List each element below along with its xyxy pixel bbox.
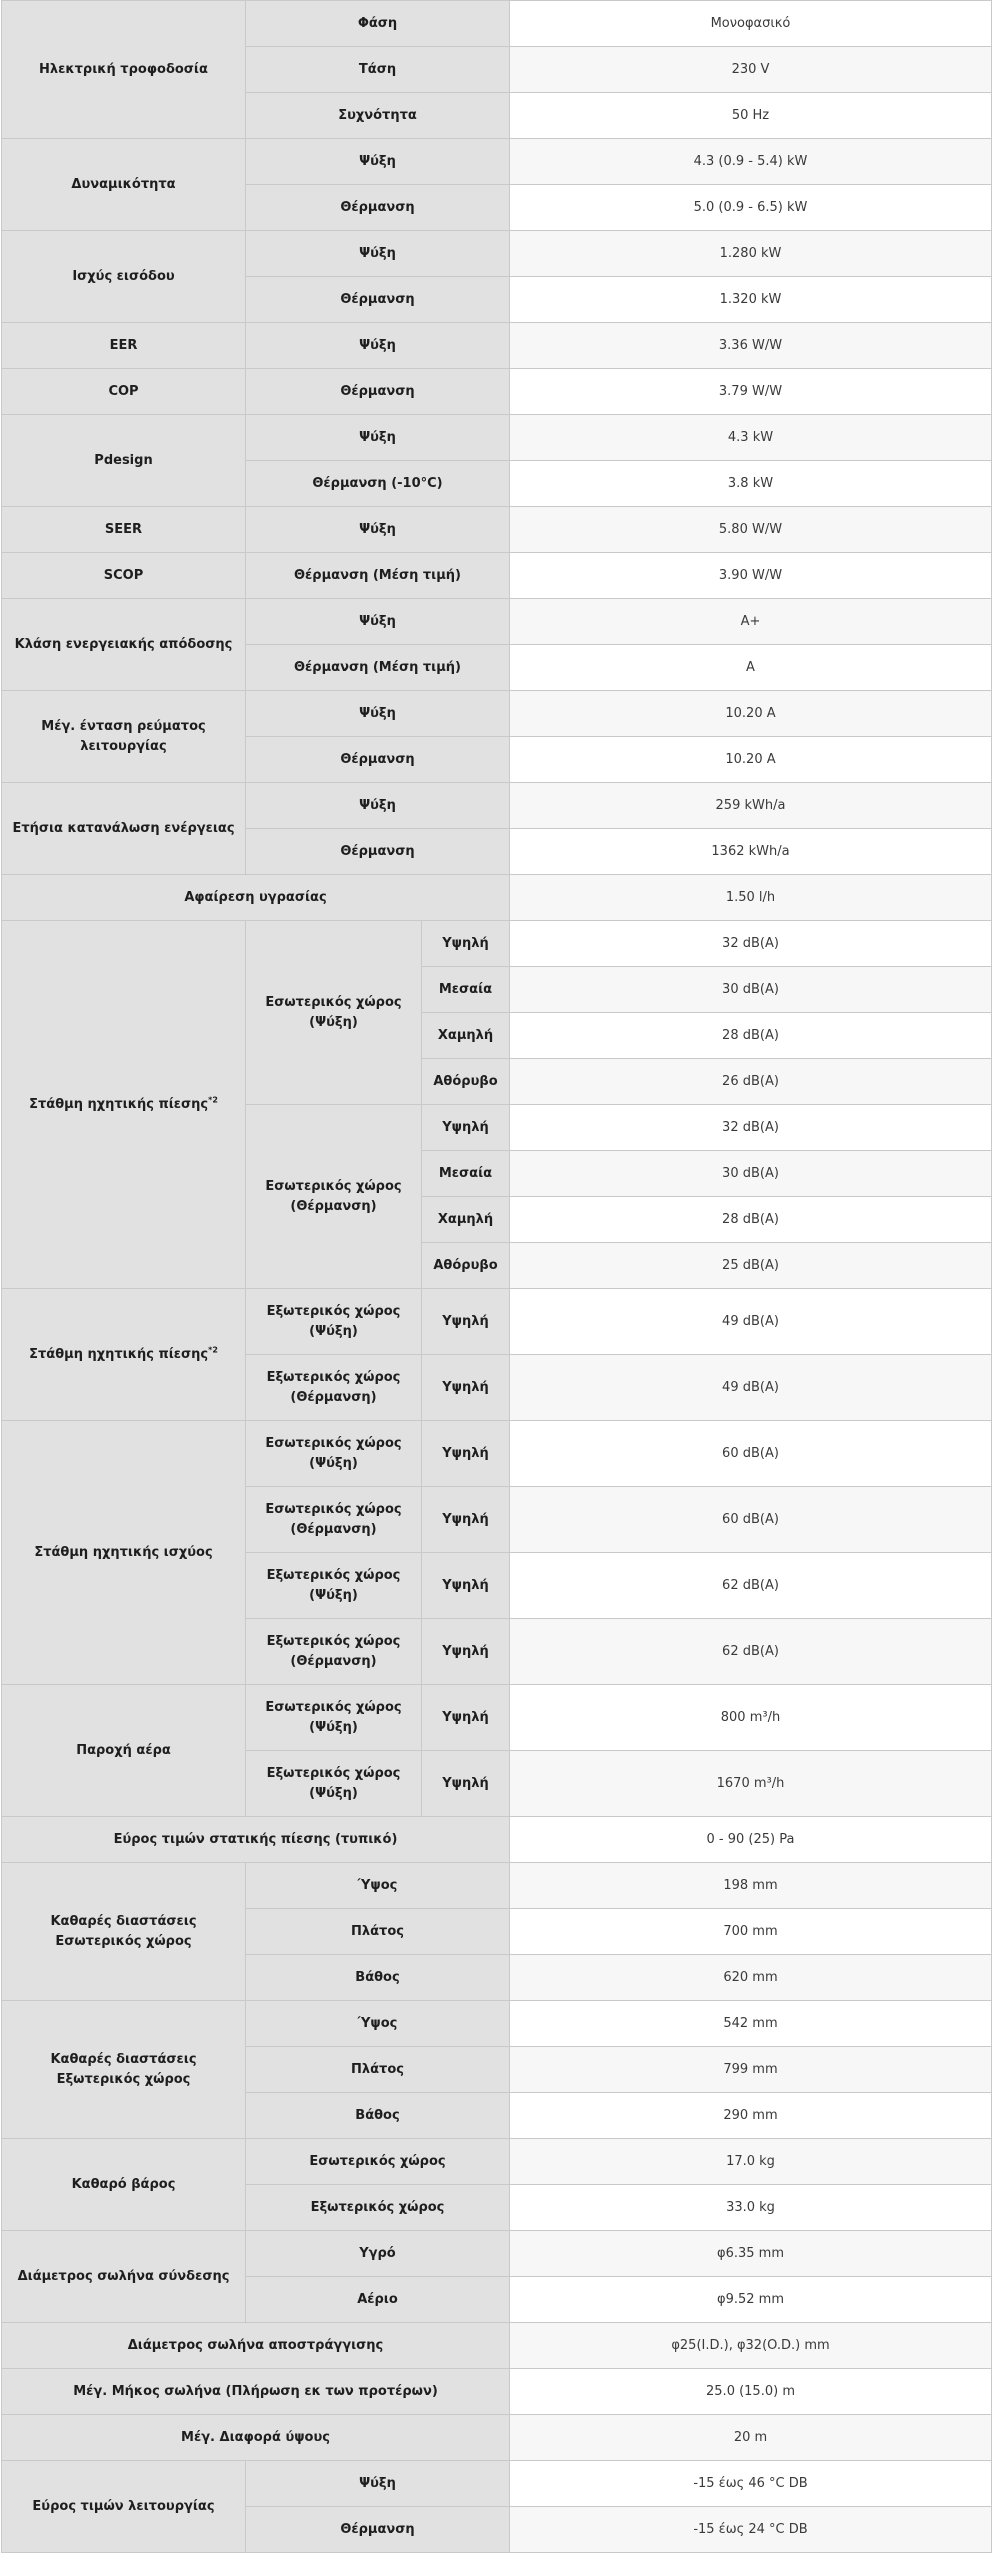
spec-value: φ25(I.D.), φ32(O.D.) mm — [510, 2323, 992, 2369]
spec-sub-label: Ύψος — [246, 1863, 510, 1909]
spec-sub-label: Υγρό — [246, 2231, 510, 2277]
spec-sub-label: Ψύξη — [246, 139, 510, 185]
spec-sub-label: Ψύξη — [246, 2461, 510, 2507]
spec-value: 3.36 W/W — [510, 323, 992, 369]
spec-value: 1.50 l/h — [510, 875, 992, 921]
spec-sub-label: Θέρμανση — [246, 369, 510, 415]
spec-sub-label: Ψύξη — [246, 783, 510, 829]
spec-sub-label: Θέρμανση (Μέση τιμή) — [246, 645, 510, 691]
spec-sub-label: Εσωτερικός χώρος (Ψύξη) — [246, 1685, 422, 1751]
spec-sub-label: Εσωτερικός χώρος (Ψύξη) — [246, 921, 422, 1105]
spec-value: 50 Hz — [510, 93, 992, 139]
spec-value: 28 dB(A) — [510, 1197, 992, 1243]
spec-value: 3.90 W/W — [510, 553, 992, 599]
spec-sub-label: Ψύξη — [246, 599, 510, 645]
spec-level-label: Αθόρυβο — [422, 1059, 510, 1105]
spec-value: 620 mm — [510, 1955, 992, 2001]
spec-value: 33.0 kg — [510, 2185, 992, 2231]
spec-group-label: Εύρος τιμών στατικής πίεσης (τυπικό) — [2, 1817, 510, 1863]
spec-group-label: Ηλεκτρική τροφοδοσία — [2, 1, 246, 139]
spec-value: 32 dB(A) — [510, 921, 992, 967]
spec-level-label: Μεσαία — [422, 1151, 510, 1197]
spec-value: -15 έως 24 °C DB — [510, 2507, 992, 2553]
spec-sub-label: Θέρμανση — [246, 185, 510, 231]
spec-sub-label: Εσωτερικός χώρος (Θέρμανση) — [246, 1487, 422, 1553]
spec-group-label: Δυναμικότητα — [2, 139, 246, 231]
spec-sub-label: Ψύξη — [246, 323, 510, 369]
spec-group-label: Μέγ. ένταση ρεύματος λειτουργίας — [2, 691, 246, 783]
footnote-marker: *2 — [208, 1345, 218, 1355]
spec-level-label: Υψηλή — [422, 1619, 510, 1685]
spec-value: 4.3 kW — [510, 415, 992, 461]
spec-group-label: Μέγ. Διαφορά ύψους — [2, 2415, 510, 2461]
spec-sub-label: Εξωτερικός χώρος (Θέρμανση) — [246, 1619, 422, 1685]
spec-value: 32 dB(A) — [510, 1105, 992, 1151]
spec-sub-label: Εξωτερικός χώρος (Ψύξη) — [246, 1553, 422, 1619]
spec-sub-label: Θέρμανση (Μέση τιμή) — [246, 553, 510, 599]
spec-level-label: Υψηλή — [422, 921, 510, 967]
spec-value: 25 dB(A) — [510, 1243, 992, 1289]
spec-value: φ6.35 mm — [510, 2231, 992, 2277]
spec-value: 1362 kWh/a — [510, 829, 992, 875]
spec-sub-label: Τάση — [246, 47, 510, 93]
spec-sub-label: Φάση — [246, 1, 510, 47]
spec-sub-label: Ψύξη — [246, 507, 510, 553]
spec-sub-label: Βάθος — [246, 2093, 510, 2139]
spec-group-label: COP — [2, 369, 246, 415]
spec-group-label: Μέγ. Μήκος σωλήνα (Πλήρωση εκ των προτέρων) — [2, 2369, 510, 2415]
spec-group-label: Καθαρές διαστάσεις Εσωτερικός χώρος — [2, 1863, 246, 2001]
spec-value: 60 dB(A) — [510, 1421, 992, 1487]
spec-value: 3.79 W/W — [510, 369, 992, 415]
spec-value: A+ — [510, 599, 992, 645]
spec-sub-label: Ψύξη — [246, 691, 510, 737]
spec-group-label: Ισχύς εισόδου — [2, 231, 246, 323]
spec-value: 290 mm — [510, 2093, 992, 2139]
spec-sub-label: Εσωτερικός χώρος (Θέρμανση) — [246, 1105, 422, 1289]
spec-sub-label: Θέρμανση — [246, 2507, 510, 2553]
spec-group-label: SEER — [2, 507, 246, 553]
spec-value: 26 dB(A) — [510, 1059, 992, 1105]
spec-sub-label: Ψύξη — [246, 415, 510, 461]
spec-sub-label: Εξωτερικός χώρος (Ψύξη) — [246, 1751, 422, 1817]
spec-group-label: Στάθμη ηχητικής πίεσης$^{*2}$ — [2, 921, 246, 1289]
spec-level-label: Υψηλή — [422, 1105, 510, 1151]
spec-value: 1.320 kW — [510, 277, 992, 323]
spec-level-label: Αθόρυβο — [422, 1243, 510, 1289]
spec-group-label: Στάθμη ηχητικής πίεσης$^{*2}$ — [2, 1289, 246, 1421]
spec-value: Μονοφασικό — [510, 1, 992, 47]
spec-sub-label: Θέρμανση — [246, 737, 510, 783]
spec-value: 20 m — [510, 2415, 992, 2461]
spec-sub-label: Αέριο — [246, 2277, 510, 2323]
spec-level-label: Χαμηλή — [422, 1197, 510, 1243]
spec-value: 800 m³/h — [510, 1685, 992, 1751]
spec-value: 799 mm — [510, 2047, 992, 2093]
spec-value: -15 έως 46 °C DB — [510, 2461, 992, 2507]
spec-value: 4.3 (0.9 - 5.4) kW — [510, 139, 992, 185]
spec-sub-label: Εσωτερικός χώρος — [246, 2139, 510, 2185]
spec-group-label: Κλάση ενεργειακής απόδοσης — [2, 599, 246, 691]
spec-value: 10.20 A — [510, 691, 992, 737]
footnote-marker: *2 — [208, 1095, 218, 1105]
spec-value: A — [510, 645, 992, 691]
spec-value: 30 dB(A) — [510, 1151, 992, 1197]
spec-group-label: Διάμετρος σωλήνα σύνδεσης — [2, 2231, 246, 2323]
spec-value: 49 dB(A) — [510, 1355, 992, 1421]
spec-value: 28 dB(A) — [510, 1013, 992, 1059]
spec-group-label: Ετήσια κατανάλωση ενέργειας — [2, 783, 246, 875]
spec-sub-label: Θέρμανση — [246, 829, 510, 875]
spec-group-label: Pdesign — [2, 415, 246, 507]
spec-value: 5.80 W/W — [510, 507, 992, 553]
spec-level-label: Υψηλή — [422, 1487, 510, 1553]
spec-value: 25.0 (15.0) m — [510, 2369, 992, 2415]
spec-value: 10.20 A — [510, 737, 992, 783]
spec-sub-label: Εξωτερικός χώρος (Θέρμανση) — [246, 1355, 422, 1421]
spec-value: 30 dB(A) — [510, 967, 992, 1013]
spec-value: 17.0 kg — [510, 2139, 992, 2185]
spec-level-label: Υψηλή — [422, 1355, 510, 1421]
spec-value: 230 V — [510, 47, 992, 93]
spec-sub-label: Συχνότητα — [246, 93, 510, 139]
spec-level-label: Μεσαία — [422, 967, 510, 1013]
spec-level-label: Υψηλή — [422, 1553, 510, 1619]
spec-group-label: Αφαίρεση υγρασίας — [2, 875, 510, 921]
spec-value: 0 - 90 (25) Pa — [510, 1817, 992, 1863]
spec-group-label: SCOP — [2, 553, 246, 599]
spec-sub-label: Εξωτερικός χώρος — [246, 2185, 510, 2231]
spec-value: 5.0 (0.9 - 6.5) kW — [510, 185, 992, 231]
spec-value: 259 kWh/a — [510, 783, 992, 829]
spec-group-label: EER — [2, 323, 246, 369]
spec-sub-label: Βάθος — [246, 1955, 510, 2001]
spec-value: 1670 m³/h — [510, 1751, 992, 1817]
spec-sub-label: Εξωτερικός χώρος (Ψύξη) — [246, 1289, 422, 1355]
spec-sub-label: Πλάτος — [246, 1909, 510, 1955]
specifications-table — [1, 0, 992, 2553]
spec-level-label: Υψηλή — [422, 1289, 510, 1355]
spec-sub-label: Ψύξη — [246, 231, 510, 277]
spec-sub-label: Εσωτερικός χώρος (Ψύξη) — [246, 1421, 422, 1487]
spec-value: 542 mm — [510, 2001, 992, 2047]
spec-value: 49 dB(A) — [510, 1289, 992, 1355]
spec-value: 198 mm — [510, 1863, 992, 1909]
spec-group-label: Παροχή αέρα — [2, 1685, 246, 1817]
spec-sub-label: Πλάτος — [246, 2047, 510, 2093]
spec-group-label: Καθαρές διαστάσεις Εξωτερικός χώρος — [2, 2001, 246, 2139]
spec-value: 700 mm — [510, 1909, 992, 1955]
spec-level-label: Υψηλή — [422, 1751, 510, 1817]
spec-value: 62 dB(A) — [510, 1619, 992, 1685]
spec-group-label: Διάμετρος σωλήνα αποστράγγισης — [2, 2323, 510, 2369]
spec-group-label: Εύρος τιμών λειτουργίας — [2, 2461, 246, 2553]
spec-level-label: Υψηλή — [422, 1421, 510, 1487]
spec-group-label: Καθαρό βάρος — [2, 2139, 246, 2231]
spec-level-label: Υψηλή — [422, 1685, 510, 1751]
spec-value: 62 dB(A) — [510, 1553, 992, 1619]
spec-group-label: Στάθμη ηχητικής ισχύος — [2, 1421, 246, 1685]
spec-sub-label: Θέρμανση — [246, 277, 510, 323]
spec-level-label: Χαμηλή — [422, 1013, 510, 1059]
spec-value: φ9.52 mm — [510, 2277, 992, 2323]
spec-sub-label: Ύψος — [246, 2001, 510, 2047]
spec-value: 60 dB(A) — [510, 1487, 992, 1553]
spec-value: 3.8 kW — [510, 461, 992, 507]
spec-sub-label: Θέρμανση (-10°C) — [246, 461, 510, 507]
spec-value: 1.280 kW — [510, 231, 992, 277]
